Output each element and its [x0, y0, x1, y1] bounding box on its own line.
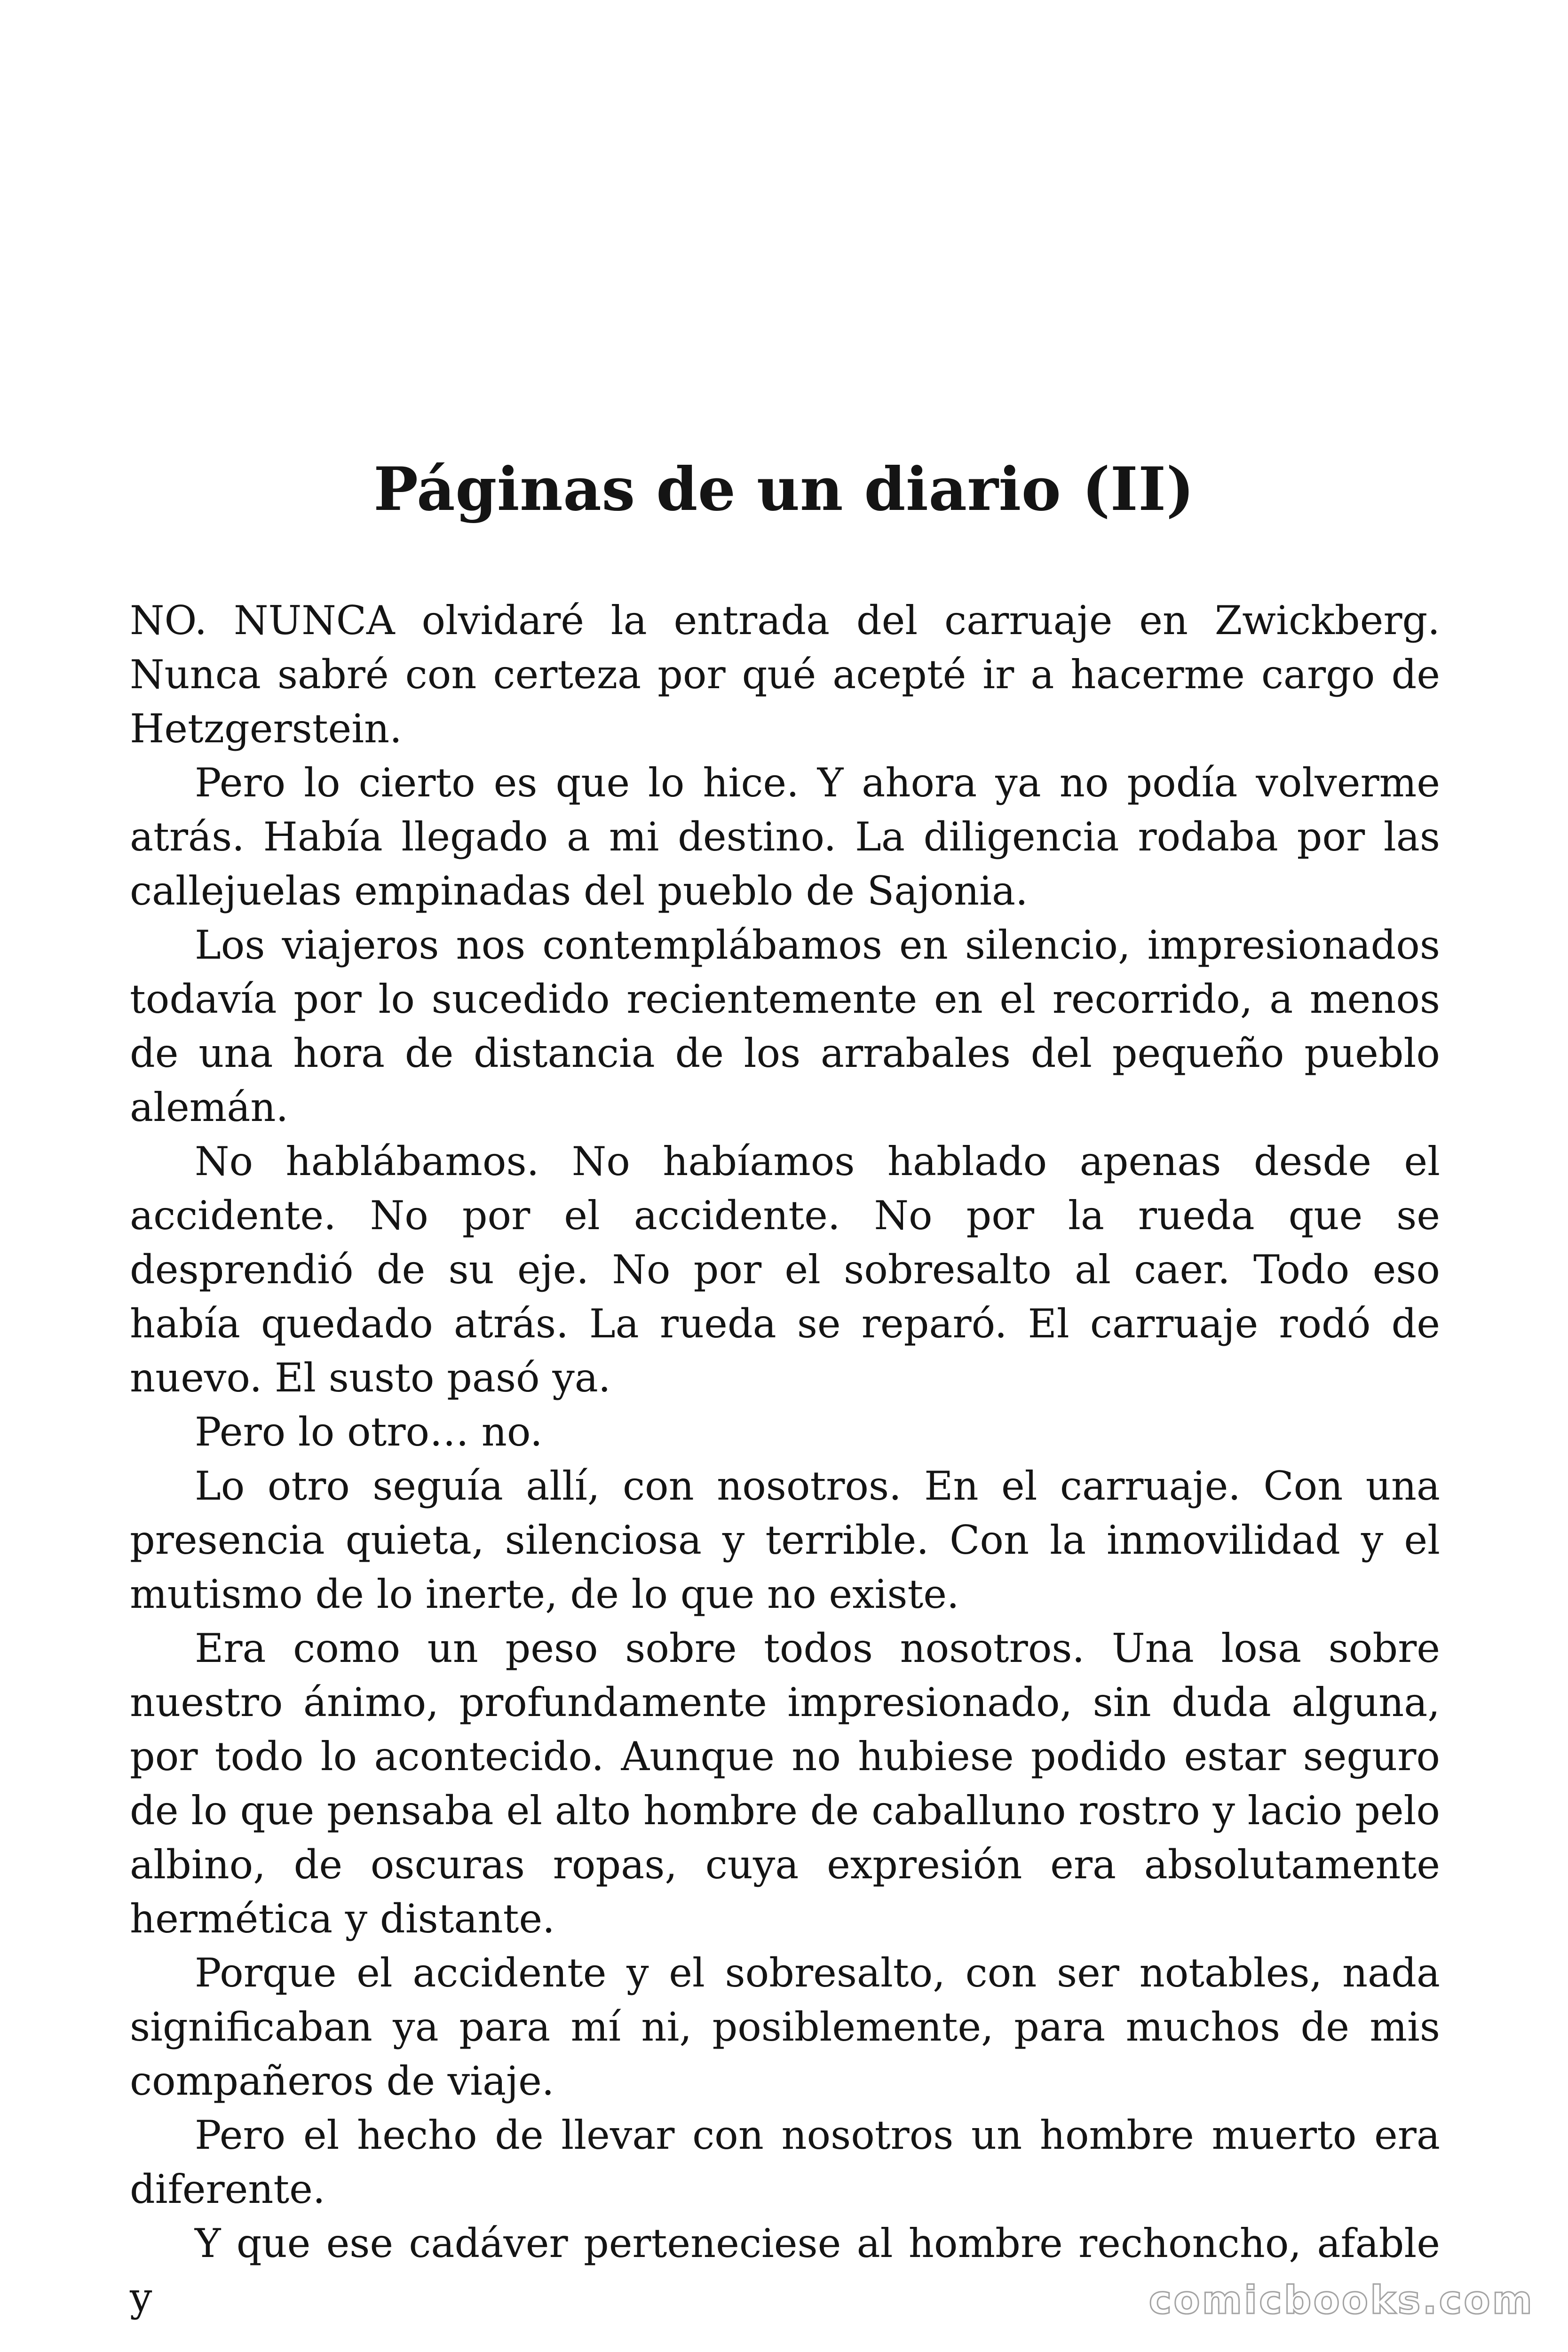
chapter-title: Páginas de un diario (II) — [373, 454, 1195, 524]
paragraph: NO. NUNCA olvidaré la entrada del carruaje en Zwickberg. Nunca sabré con certeza por qué acepté ir a hacerme cargo de Hetzgerstein. — [130, 597, 1440, 752]
chapter-body — [130, 594, 1440, 2325]
paragraph: Porque el accidente y el sobresalto, con ser notables, nada significaban ya para mí ni, posiblemente, para muchos de mis compañeros de viaje. — [130, 1950, 1440, 2104]
paragraph: No hablábamos. No habíamos hablado apenas desde el accidente. No por el accidente. No por la rueda que se desprendió de su eje. No por el sobresalto al caer. Todo eso había quedado atrás. La rueda se reparó. El carruaje rodó de nuevo. El susto pasó ya. — [130, 1138, 1440, 1401]
paragraph: Pero lo otro… no. — [195, 1409, 543, 1455]
paragraph: Pero el hecho de llevar con nosotros un hombre muerto era diferente. — [130, 2112, 1440, 2212]
paragraph: Y que ese cadáver perteneciese al hombre rechoncho, afable y — [130, 2220, 1440, 2320]
paragraph: Lo otro seguía allí, con nosotros. En el carruaje. Con una presencia quieta, silenciosa y terrible. Con la inmovilidad y el mutismo de lo inerte, de lo que no existe. — [130, 1463, 1440, 1617]
watermark: comicbooks.com — [1148, 2278, 1534, 2323]
paragraph: Pero lo cierto es que lo hice. Y ahora ya no podía volverme atrás. Había llegado a mi destino. La diligencia rodaba por las callejuelas empinadas del pueblo de Sajonia. — [130, 760, 1440, 914]
paragraph: Los viajeros nos contemplábamos en silencio, impresionados todavía por lo sucedido recientemente en el recorrido, a menos de una hora de distancia de los arrabales del pequeño pueblo alemán. — [130, 922, 1440, 1130]
paragraph: Era como un peso sobre todos nosotros. Una losa sobre nuestro ánimo, profundamente impresionado, sin duda alguna, por todo lo acontecido. Aunque no hubiese podido estar seguro de lo que pensaba el alto hombre de caballuno rostro y lacio pelo albino, de oscuras ropas, cuya expresión era absolutamente hermética y distante. — [130, 1625, 1440, 1942]
